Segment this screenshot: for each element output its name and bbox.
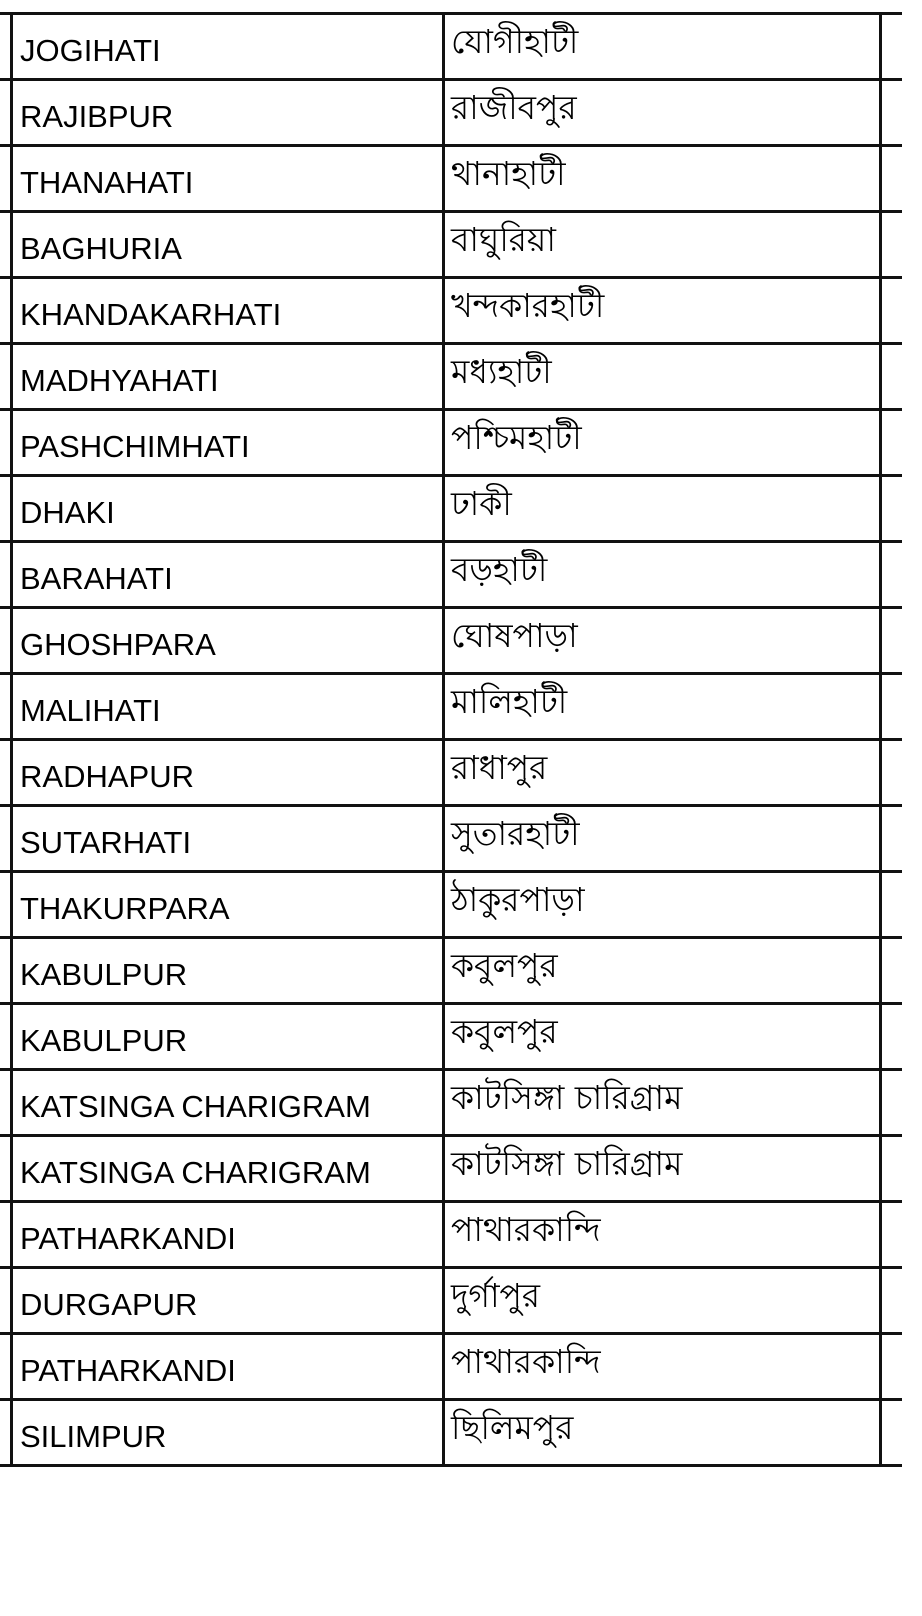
bengali-name-cell: সুতারহাটী (444, 806, 881, 872)
row-edge-cell (0, 740, 12, 806)
english-name-cell: PATHARKANDI (12, 1334, 444, 1400)
row-edge-cell (0, 938, 12, 1004)
bengali-name-cell: পাথারকান্দি (444, 1334, 881, 1400)
bengali-name-cell: রাধাপুর (444, 740, 881, 806)
row-edge-cell-right (881, 1004, 903, 1070)
row-edge-cell (0, 476, 12, 542)
row-edge-cell (0, 806, 12, 872)
english-name-cell: DURGAPUR (12, 1268, 444, 1334)
row-edge-cell (0, 1268, 12, 1334)
table-row (0, 608, 902, 674)
row-edge-cell-right (881, 1202, 903, 1268)
row-edge-cell (0, 542, 12, 608)
bengali-name-cell: মধ্যহাটী (444, 344, 881, 410)
table-row (0, 1004, 902, 1070)
table-row (0, 212, 902, 278)
english-name-cell: BAGHURIA (12, 212, 444, 278)
table-row (0, 1400, 902, 1466)
table-row (0, 740, 902, 806)
english-name-cell: KATSINGA CHARIGRAM (12, 1136, 444, 1202)
row-edge-cell (0, 14, 12, 80)
table-row (0, 14, 902, 80)
english-name-cell: PATHARKANDI (12, 1202, 444, 1268)
english-name-cell: RADHAPUR (12, 740, 444, 806)
row-edge-cell (0, 1136, 12, 1202)
row-edge-cell-right (881, 1070, 903, 1136)
row-edge-cell (0, 1004, 12, 1070)
english-name-cell: SUTARHATI (12, 806, 444, 872)
row-edge-cell-right (881, 938, 903, 1004)
table-row (0, 938, 902, 1004)
english-name-cell: THAKURPARA (12, 872, 444, 938)
bengali-name-cell: ঠাকুরপাড়া (444, 872, 881, 938)
english-name-cell: DHAKI (12, 476, 444, 542)
village-name-table (0, 12, 902, 1467)
bengali-name-cell: পাথারকান্দি (444, 1202, 881, 1268)
table-row (0, 1268, 902, 1334)
row-edge-cell-right (881, 740, 903, 806)
bengali-name-cell: খন্দকারহাটী (444, 278, 881, 344)
english-name-cell: KABULPUR (12, 938, 444, 1004)
english-name-cell: KABULPUR (12, 1004, 444, 1070)
table-row (0, 1334, 902, 1400)
english-name-cell: PASHCHIMHATI (12, 410, 444, 476)
table-row (0, 542, 902, 608)
row-edge-cell-right (881, 410, 903, 476)
table-row (0, 146, 902, 212)
row-edge-cell (0, 1334, 12, 1400)
bengali-name-cell: কাটসিঙ্গা চারিগ্রাম (444, 1136, 881, 1202)
row-edge-cell (0, 410, 12, 476)
bengali-name-cell: বড়হাটী (444, 542, 881, 608)
bengali-name-cell: যোগীহাটী (444, 14, 881, 80)
row-edge-cell (0, 608, 12, 674)
bengali-name-cell: থানাহাটী (444, 146, 881, 212)
table-row (0, 410, 902, 476)
bengali-name-cell: দুর্গাপুর (444, 1268, 881, 1334)
row-edge-cell (0, 1070, 12, 1136)
english-name-cell: GHOSHPARA (12, 608, 444, 674)
bengali-name-cell: ঢাকী (444, 476, 881, 542)
table-row (0, 872, 902, 938)
bengali-name-cell: বাঘুরিয়া (444, 212, 881, 278)
row-edge-cell-right (881, 1334, 903, 1400)
bengali-name-cell: পশ্চিমহাটী (444, 410, 881, 476)
row-edge-cell-right (881, 872, 903, 938)
row-edge-cell (0, 344, 12, 410)
row-edge-cell-right (881, 344, 903, 410)
english-name-cell: MALIHATI (12, 674, 444, 740)
row-edge-cell-right (881, 146, 903, 212)
row-edge-cell (0, 674, 12, 740)
row-edge-cell-right (881, 80, 903, 146)
table-row (0, 80, 902, 146)
row-edge-cell-right (881, 212, 903, 278)
table-row (0, 806, 902, 872)
english-name-cell: SILIMPUR (12, 1400, 444, 1466)
table-row (0, 674, 902, 740)
row-edge-cell (0, 1400, 12, 1466)
row-edge-cell (0, 212, 12, 278)
bengali-name-cell: রাজীবপুর (444, 80, 881, 146)
row-edge-cell-right (881, 674, 903, 740)
row-edge-cell (0, 146, 12, 212)
bengali-name-cell: কাটসিঙ্গা চারিগ্রাম (444, 1070, 881, 1136)
table-row (0, 476, 902, 542)
bengali-name-cell: মালিহাটী (444, 674, 881, 740)
row-edge-cell (0, 872, 12, 938)
row-edge-cell-right (881, 1136, 903, 1202)
bengali-name-cell: কবুলপুর (444, 938, 881, 1004)
row-edge-cell-right (881, 608, 903, 674)
table-row (0, 1070, 902, 1136)
table-body (0, 14, 902, 1466)
english-name-cell: KHANDAKARHATI (12, 278, 444, 344)
row-edge-cell-right (881, 806, 903, 872)
row-edge-cell-right (881, 14, 903, 80)
english-name-cell: KATSINGA CHARIGRAM (12, 1070, 444, 1136)
english-name-cell: JOGIHATI (12, 14, 444, 80)
english-name-cell: RAJIBPUR (12, 80, 444, 146)
bengali-name-cell: ঘোষপাড়া (444, 608, 881, 674)
row-edge-cell-right (881, 1268, 903, 1334)
english-name-cell: BARAHATI (12, 542, 444, 608)
bengali-name-cell: কবুলপুর (444, 1004, 881, 1070)
row-edge-cell-right (881, 542, 903, 608)
row-edge-cell-right (881, 476, 903, 542)
row-edge-cell (0, 1202, 12, 1268)
row-edge-cell (0, 80, 12, 146)
english-name-cell: MADHYAHATI (12, 344, 444, 410)
table-row (0, 344, 902, 410)
english-name-cell: THANAHATI (12, 146, 444, 212)
bengali-name-cell: ছিলিমপুর (444, 1400, 881, 1466)
table-row (0, 1136, 902, 1202)
table-row (0, 278, 902, 344)
table-row (0, 1202, 902, 1268)
row-edge-cell (0, 278, 12, 344)
row-edge-cell-right (881, 278, 903, 344)
row-edge-cell-right (881, 1400, 903, 1466)
